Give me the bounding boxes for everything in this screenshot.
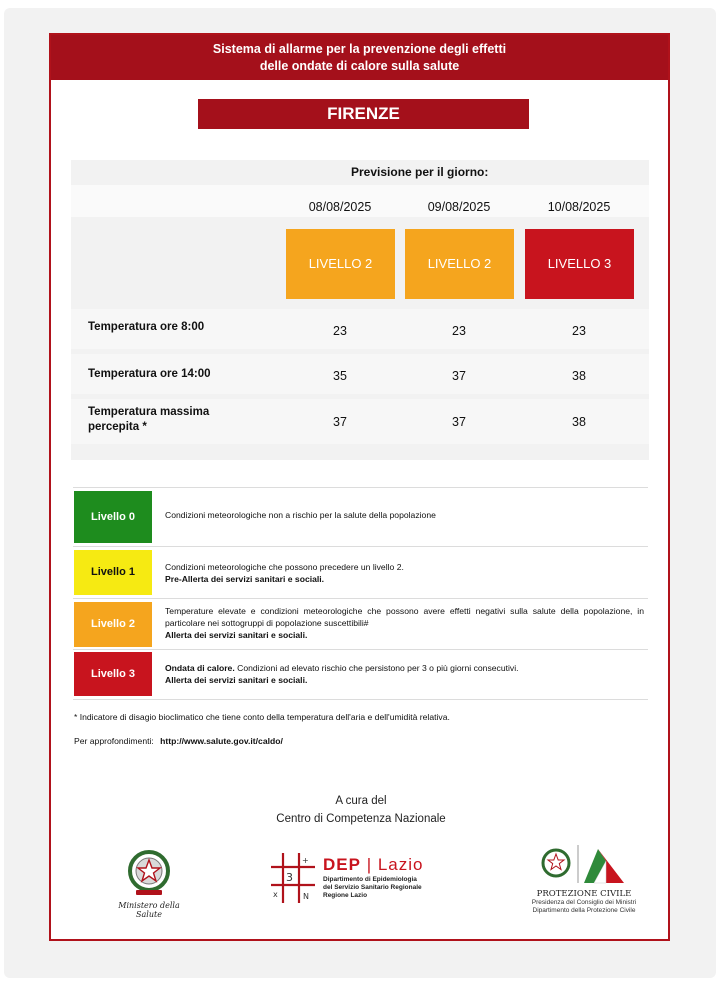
dep-mark-icon	[269, 851, 317, 905]
legend-text-bold: Allerta dei servizi sanitari e sociali.	[165, 675, 308, 685]
table-cell: 37	[333, 415, 347, 429]
forecast-date: 09/08/2025	[427, 200, 491, 214]
bulletin-header	[51, 35, 668, 80]
svg-text:N: N	[303, 892, 309, 901]
credits-line: Centro di Competenza Nazionale	[276, 813, 446, 825]
city-title: FIRENZE	[198, 99, 529, 129]
header-line-1: Sistema di allarme per la prevenzione degli effetti	[212, 42, 507, 56]
legend-text: Condizioni ad elevato rischio che persistono per 3 o più giorni consecutivi.	[234, 663, 519, 673]
svg-text:x: x	[273, 890, 278, 899]
divider	[73, 487, 648, 488]
protezione-civile-logo	[519, 843, 649, 915]
table-cell: 35	[333, 369, 347, 383]
dep-title: DEP | Lazio	[323, 855, 424, 874]
row-label-line: percepita *	[88, 421, 147, 433]
dep-line: del Servizio Sanitario Regionale	[323, 884, 422, 891]
legend-level-1: Livello 1	[74, 550, 152, 595]
divider	[73, 546, 648, 547]
legend-level-3: Livello 3	[74, 652, 152, 696]
pc-title: PROTEZIONE CIVILE	[536, 889, 632, 899]
legend-text: Temperature elevate e condizioni meteorologiche che possono avere effetti negativi sulla salute della popolazione, in particolare nei sottogruppi di popolazione suscettibili#	[165, 606, 644, 628]
credits-line: A cura del	[335, 795, 387, 807]
table-cell: 37	[452, 415, 466, 429]
legend-text	[165, 662, 644, 674]
dep-region: Lazio	[377, 855, 424, 874]
legend-text-bold: Allerta dei servizi sanitari e sociali.	[165, 630, 308, 640]
more-info-link[interactable]: http://www.salute.gov.it/caldo/	[160, 736, 283, 746]
italian-emblem-icon	[124, 847, 174, 899]
row-label-temp-8: Temperatura ore 8:00	[88, 321, 205, 333]
forecast-date: 10/08/2025	[547, 200, 611, 214]
bulletin-page	[49, 33, 670, 941]
more-info	[74, 736, 283, 746]
dep-name: DEP	[323, 855, 361, 874]
legend-text: Condizioni meteorologiche che possono precedere un livello 2.	[165, 562, 404, 572]
header-line-2: delle ondate di calore sulla salute	[259, 59, 460, 73]
divider	[73, 649, 648, 650]
level-badge: LIVELLO 2	[405, 229, 514, 299]
ministero-label: Ministero della Salute	[118, 901, 180, 919]
legend-desc-0	[165, 509, 644, 521]
table-cell: 23	[333, 324, 347, 338]
credits	[211, 792, 511, 828]
legend-text-bold: Pre-Allerta dei servizi sanitari e sociali.	[165, 574, 325, 584]
svg-text:+: +	[302, 856, 309, 865]
legend-desc-1	[165, 561, 644, 585]
legend-desc-3	[165, 662, 644, 686]
legend-level-2: Livello 2	[74, 602, 152, 647]
footnote: * Indicatore di disagio bioclimatico che tiene conto della temperatura dell'aria e dell'umidità relativa.	[74, 712, 450, 722]
row-label-line: Temperatura massima	[88, 406, 210, 418]
forecast-date: 08/08/2025	[308, 200, 372, 214]
row-label-temp-14: Temperatura ore 14:00	[88, 368, 211, 380]
level-badge: LIVELLO 3	[525, 229, 634, 299]
divider	[73, 699, 648, 700]
divider	[73, 598, 648, 599]
legend-desc-2	[165, 605, 644, 641]
legend-text-bold: Ondata di calore.	[165, 663, 235, 673]
more-info-label: Per approfondimenti:	[74, 736, 154, 746]
table-cell: 23	[452, 324, 466, 338]
forecast-title: Previsione per il giorno:	[351, 165, 489, 179]
row-label-temp-max	[88, 405, 209, 435]
table-cell: 23	[572, 324, 586, 338]
dep-subtitle	[323, 876, 422, 900]
dep-line: Regione Lazio	[323, 892, 368, 899]
dep-lazio-logo	[269, 851, 449, 911]
table-cell: 37	[452, 369, 466, 383]
legend-text: Condizioni meteorologiche non a rischio per la salute della popolazione	[165, 510, 436, 520]
pc-line: Dipartimento della Protezione Civile	[532, 907, 636, 914]
table-cell: 38	[572, 415, 586, 429]
protezione-civile-icon	[534, 843, 634, 887]
legend-level-0: Livello 0	[74, 491, 152, 543]
dep-line: Dipartimento di Epidemiologia	[323, 876, 417, 883]
level-badge: LIVELLO 2	[286, 229, 395, 299]
pc-line: Presidenza del Consiglio dei Ministri	[531, 899, 637, 906]
svg-text:3: 3	[286, 871, 293, 884]
table-cell: 38	[572, 369, 586, 383]
ministero-logo	[109, 847, 189, 919]
